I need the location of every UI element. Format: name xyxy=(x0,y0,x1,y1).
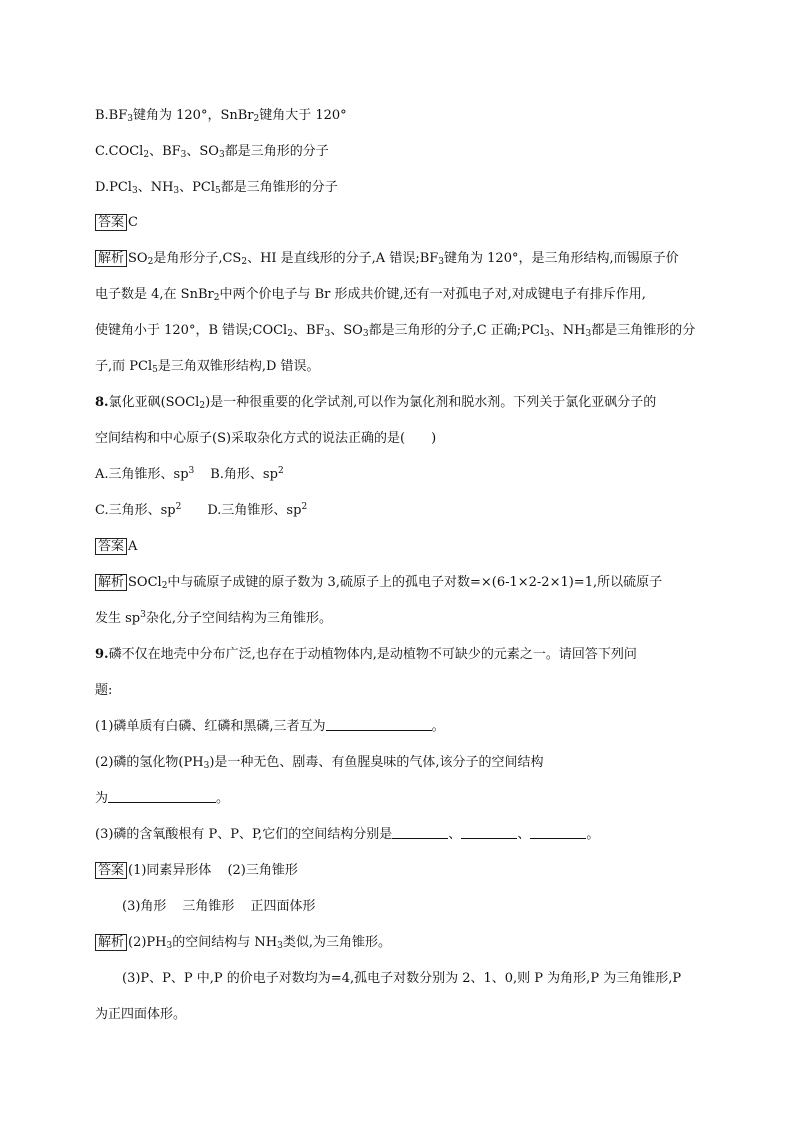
q8-options-ab: A.三角锥形、$sp^3$ B.角形、$sp^2$ xyxy=(95,466,284,482)
q9-part-3: (3)磷的含氧酸根有 P、P、P,它们的空间结构分别是 、 、 。 xyxy=(95,827,600,842)
analysis-label: 解析 xyxy=(95,250,127,267)
q7-analysis-line-4: 子,而 PCl$_5$是三角双锥形结构,D 错误。 xyxy=(95,359,320,375)
q7-analysis-line-1: 解析 $SO_2$是角形分子$,CS_2$、HI 是直线形的分子,A 错误$;BF_3$键角为 120°，是三角形结构,而锡原子价 xyxy=(95,250,714,268)
q9-stem-line-1: 9.磷不仅在地壳中分布广泛,也存在于动植物体内,是动植物不可缺少的元素之一。请回答下列问 xyxy=(95,647,637,662)
q9-stem-line-2: 题: xyxy=(95,683,113,698)
q7-answer: 答案 C xyxy=(95,214,714,232)
q8-stem-line-2: 空间结构和中心原子(S)采取杂化方式的说法正确的是( ) xyxy=(95,431,437,446)
answer-label: 答案 xyxy=(95,538,127,555)
q8-stem-line-1: 8.氯化亚砜(SOCl$_2$)是一种很重要的化学试剂,可以作为氯化剂和脱水剂。下列关于氯化亚砜分子的 xyxy=(95,395,657,411)
answer-label: 答案 xyxy=(95,862,127,879)
q8-options-cd: C.三角形、$sp^2$ D.三角锥形、$sp^2$ xyxy=(95,502,308,518)
answer-label: 答案 xyxy=(95,214,127,231)
question-number: 9. xyxy=(95,647,109,662)
q8-analysis-line-1: 解析 SOCl$_2$中与硫原子成键的原子数为 3,硫原子上的孤电子对数=×(6-1×2-2×1)=1,所以硫原子 xyxy=(95,574,714,592)
answer-blank[interactable] xyxy=(461,826,517,839)
question-number: 8. xyxy=(95,395,109,410)
analysis-label: 解析 xyxy=(95,934,127,951)
q7-option-d: D.PCl$_3$、$NH_3$、PCl$_5$都是三角锥形的分子 xyxy=(95,180,338,196)
q8-answer: 答案 A xyxy=(95,538,714,556)
answer-blank[interactable] xyxy=(326,718,432,731)
q7-analysis-line-3: 使键角小于 120°，B 错误;COCl$_2$、$BF_3$、$SO_3$都是三角形的分子,C 正确;PCl$_3$、$NH_3$都是三角锥形的分 xyxy=(95,323,696,339)
q9-analysis-line-3: 为正四面体形。 xyxy=(95,1007,187,1022)
answer-blank[interactable] xyxy=(392,826,448,839)
q9-analysis-line-2: (3)P、P、P 中,P 的价电子对数均为=4,孤电子对数分别为 2、1、0,则 P 为角形,P 为三角锥形,P xyxy=(122,971,682,986)
q9-answer-line-1: 答案 (1)同素异形体 (2)三角锥形 xyxy=(95,862,714,880)
q9-analysis-line-1: 解析 $(2)PH_3$的空间结构与 $NH_3$类似,为三角锥形。 xyxy=(95,934,714,952)
q9-part-1: (1)磷单质有白磷、红磷和黑磷,三者互为 。 xyxy=(95,719,445,734)
q7-option-b: $B.BF_3$键角为 120°，SnBr$_2$键角大于 120° xyxy=(95,108,347,124)
q9-part-2-line-2: 为 。 xyxy=(95,791,230,806)
answer-blank[interactable] xyxy=(530,826,586,839)
q9-answer-line-2: (3)角形 三角锥形 正四面体形 xyxy=(122,899,316,914)
q7-analysis-line-2: 电子数是 4,在 SnBr$_2$中两个价电子与 Br 形成共价键,还有一对孤电子对,对成键电子有排斥作用, xyxy=(95,287,646,303)
q9-part-2-line-1: (2)磷的氢化物$(PH_3)$是一种无色、剧毒、有鱼腥臭味的气体,该分子的空间结构 xyxy=(95,755,544,771)
q7-option-c: C.COCl$_2$、$BF_3$、$SO_3$都是三角形的分子 xyxy=(95,144,329,160)
q8-analysis-line-2: 发生 $sp^3$杂化,分子空间结构为三角锥形。 xyxy=(95,610,333,626)
analysis-label: 解析 xyxy=(95,574,127,591)
answer-blank[interactable] xyxy=(108,790,216,803)
